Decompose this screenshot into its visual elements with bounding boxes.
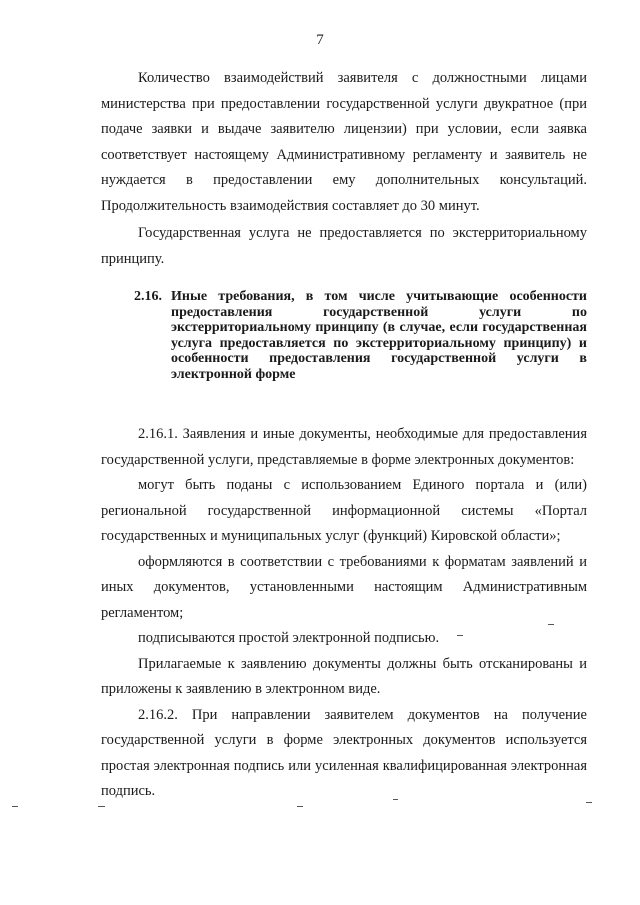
text-block-bottom: [101, 422, 587, 805]
scan-mark: [586, 802, 592, 803]
section-title: Иные требования, в том числе учитывающие особенности предоставления государственной услуги по экстерриториальному принципу (в случае, если государственная услуга предоставляется по экстерриториальному принципу) и особенности предоставления государственной услуги в электронной форме: [171, 289, 587, 382]
paragraph-2-16-1: 2.16.1. Заявления и иные документы, необходимые для предоставления государственной услуги, представляемые в форме электронных документов:: [101, 426, 587, 468]
paragraph-extraterritorial: Государственная услуга не предоставляется по экстерриториальному принципу.: [101, 225, 587, 267]
section-heading: [134, 289, 587, 382]
page-number: 7: [316, 32, 324, 48]
scan-mark: [548, 624, 554, 625]
scan-mark: [457, 635, 463, 636]
text-block-top: [101, 66, 587, 272]
paragraph-scans: Прилагаемые к заявлению документы должны быть отсканированы и приложены к заявлению в электронном виде.: [101, 655, 587, 697]
scan-mark: [12, 806, 18, 807]
section-number: 2.16.: [134, 289, 162, 304]
scan-mark: [98, 806, 105, 807]
paragraph-format: оформляются в соответствии с требованиями к форматам заявлений и иных документов, установленными настоящим Административным регламентом;: [101, 553, 587, 621]
paragraph-interaction-count: Количество взаимодействий заявителя с должностными лицами министерства при предоставлении государственной услуги двукратное (при подаче заявки и выдаче заявителю лицензии) при условии, если заявка соответствует настоящему Административному регламенту и заявитель не нуждается в предоставлении ему дополнительных консультаций. Продолжительность взаимодействия составляет до 30 минут.: [101, 70, 587, 214]
scan-mark: [297, 806, 303, 807]
scan-mark: [393, 799, 398, 800]
paragraph-signature: подписываются простой электронной подписью.: [138, 630, 440, 646]
paragraph-portal: могут быть поданы с использованием Единого портала и (или) региональной государственной информационной системы «Портал государственных и муниципальных услуг (функций) Кировской области»;: [101, 477, 587, 544]
paragraph-2-16-2: 2.16.2. При направлении заявителем документов на получение государственной услуги в форме электронных документов используется простая электронная подпись или усиленная квалифицированная электронная подпись.: [101, 706, 587, 799]
